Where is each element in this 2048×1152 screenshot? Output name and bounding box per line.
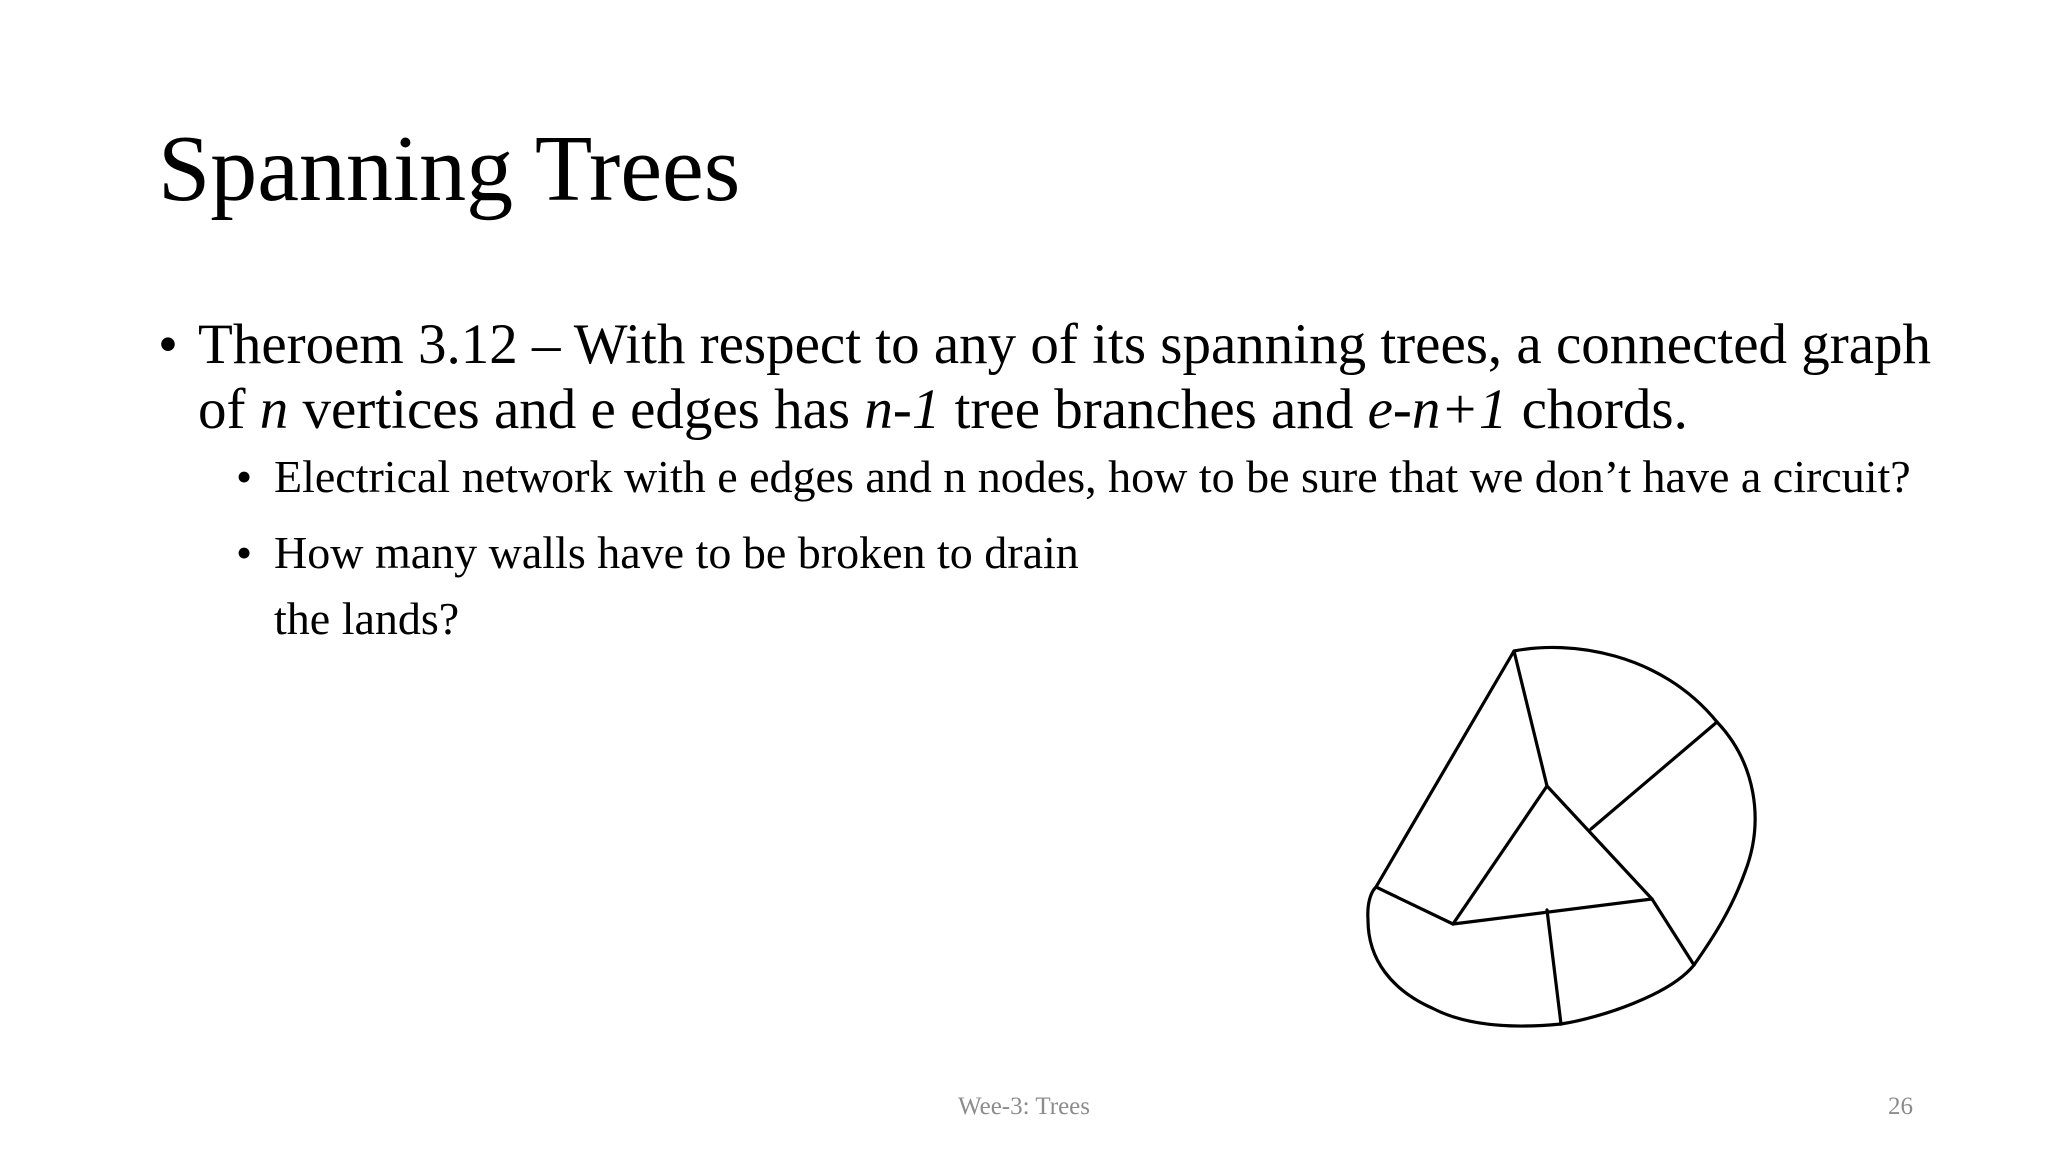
- outer-arc-right: [1694, 722, 1755, 965]
- theorem-text-part3: tree branches and: [940, 378, 1368, 441]
- theorem-bullet: [158, 312, 1938, 442]
- bullet-marker: •: [236, 527, 253, 578]
- theorem-text-part1: Theroem 3.12 – With respect to any of its spanning trees, a connected graph of: [198, 313, 1932, 441]
- bullet-marker: •: [158, 313, 178, 376]
- theorem-text-part4: chords.: [1507, 378, 1688, 441]
- outer-arc-top: [1514, 647, 1717, 722]
- theorem-text-part2: vertices and e edges has: [288, 378, 865, 441]
- triangle-left-edge: [1453, 786, 1547, 924]
- footer-title: Wee-3: Trees: [958, 1093, 1090, 1120]
- bottom-right-spoke: [1652, 899, 1694, 965]
- theorem-e-n-plus-1: e-n+1: [1367, 378, 1508, 441]
- sub-bullet-walls: [236, 520, 1134, 652]
- triangle-bottom-edge: [1453, 899, 1652, 924]
- top-inner-wall: [1514, 651, 1547, 786]
- page-number: 26: [1888, 1093, 1913, 1120]
- theorem-n-minus-1: n-1: [864, 378, 941, 441]
- slide-title: Spanning Trees: [158, 117, 741, 221]
- slide-body: [158, 312, 1938, 652]
- sub-bullet-text: Electrical network with e edges and n nodes, how to be sure that we don’t have a circuit?: [274, 451, 1911, 502]
- left-spoke: [1376, 887, 1453, 924]
- triangle-right-edge: [1547, 786, 1652, 899]
- sub-bullet-electrical: [236, 448, 1938, 506]
- outer-arc-bottom-right: [1561, 965, 1694, 1024]
- sub-bullet-list: [158, 448, 1938, 652]
- right-spoke: [1591, 722, 1717, 829]
- region-wall-graph: [1350, 630, 1770, 1050]
- bullet-marker: •: [236, 451, 253, 502]
- theorem-n: n: [259, 378, 289, 441]
- left-wall: [1376, 651, 1514, 887]
- bottom-spoke: [1547, 910, 1561, 1024]
- sub-bullet-text: How many walls have to be broken to drain the lands?: [274, 527, 1079, 644]
